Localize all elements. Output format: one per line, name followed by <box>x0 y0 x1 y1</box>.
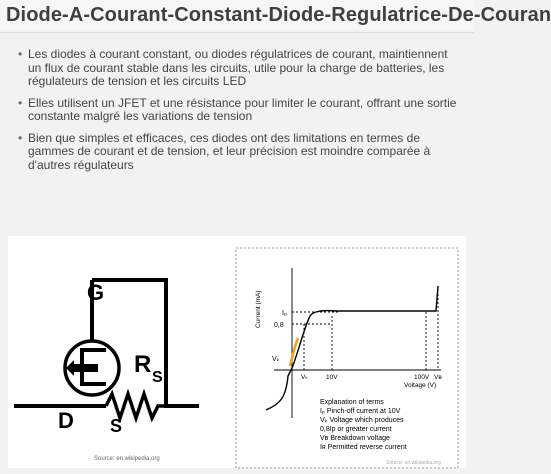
bullet-text: Bien que simples et efficaces, ces diodes ont des limitations en termes de gammes de courant et de tension, et leur précision est moindre comparée à d'autres régulateurs <box>28 130 431 172</box>
page-title: Diode-A-Courant-Constant-Diode-Regulatrice-De-Couran <box>6 4 551 26</box>
y-axis-label: Current (mA) <box>255 290 262 328</box>
term-line: 0,8Ip or greater current <box>320 426 392 433</box>
source-label: S <box>110 416 123 436</box>
gate-arrow-icon <box>74 364 98 372</box>
term-line: Iₚ Pinch-off current at 10V <box>320 408 401 415</box>
iv-characteristic-graph <box>236 248 458 468</box>
gate-label: G <box>87 280 105 305</box>
graph-source-credit: Source: en.wikipedia.org <box>386 460 441 466</box>
bullet-item <box>18 97 458 124</box>
bullet-item <box>18 48 458 89</box>
bullet-dot-icon: • <box>18 47 23 61</box>
bullet-text: Elles utilisent un JFET et une résistance pour limiter le courant, offrant une sortie constante malgré les variations de tension <box>28 95 457 123</box>
x-axis-label: Voltage (V) <box>404 382 437 389</box>
resistor-label: R <box>134 351 152 378</box>
term-line: Iʀ Permitted reverse current <box>320 444 407 451</box>
resistor-symbol <box>106 394 164 418</box>
ip08-tick-label: 0,8 <box>274 322 284 329</box>
explanation-title: Explanation of terms <box>320 399 384 406</box>
term-line: Vʙ Breakdown voltage <box>320 435 390 442</box>
vb-tick-label: Vʙ <box>434 374 442 381</box>
vk-tick-label: Vₖ <box>301 374 309 381</box>
bullet-list <box>18 48 458 180</box>
resistor-subscript: S <box>152 369 163 386</box>
v10-tick-label: 10V <box>326 374 338 381</box>
v100-tick-label: 100V <box>414 374 430 381</box>
term-line: Vₖ Voltage which produces <box>320 417 404 424</box>
jfet-circuit-diagram <box>14 268 204 448</box>
bullet-dot-icon: • <box>18 130 23 145</box>
source-credit: Source: en.wikipedia.org <box>94 456 160 462</box>
ip-tick-label: Iₚ <box>282 310 287 317</box>
bullet-text: Les diodes à courant constant, ou diodes régulatrices de courant, maintiennent un flux de courant stable dans les circuits, utile pour la charge de batteries, les régulateurs de tension et les circuits LED <box>28 47 448 88</box>
title-divider <box>0 32 474 33</box>
drain-label: D <box>58 408 74 433</box>
bullet-item <box>18 132 458 173</box>
vk-left-label: Vₖ <box>272 356 280 363</box>
bullet-dot-icon: • <box>18 95 23 110</box>
